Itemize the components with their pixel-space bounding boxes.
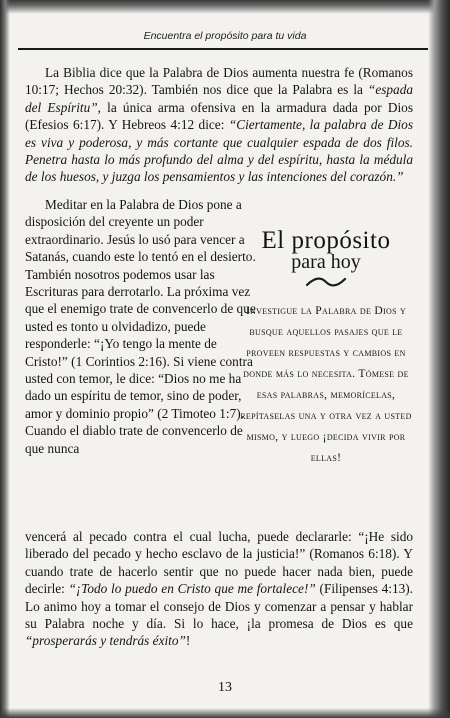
sidebar-title: El propósito (261, 227, 391, 254)
paragraph-1-quote-espada: “espada del Espíritu” (25, 82, 413, 115)
paragraph-1 (25, 64, 413, 186)
paragraph-1-text-a: La Biblia dice que la Palabra de Dios aumenta nuestra fe (Romanos 10:17; Hechos 20:32). También nos dice que la Palabra es la (25, 65, 413, 98)
paragraph-3-quote-promise: “prosperarás y tendrás éxito” (25, 633, 186, 649)
swash-ornament-icon (305, 276, 347, 288)
paragraph-3-quote-filipenses: “¡Todo lo puedo en Cristo que me fortalece!” (68, 581, 316, 597)
paragraph-3-text-end: (Filipenses 4:13). Lo animo hoy a tomar el consejo de Dios y comenzar a pensar y hablar su Palabra noche y día. Si lo hace, ¡la promesa de Dios es que (25, 581, 413, 632)
sidebar-subtitle: para hoy (291, 251, 361, 273)
scan-edge-right (428, 0, 450, 718)
scan-edge-top (0, 0, 450, 14)
paragraph-2: Meditar en la Palabra de Dios pone a disposición del creyente un poder extraordinario. Jesús lo usó para vencer a Satanás, cuando este lo tentó en el desierto. También nosotros podemos usar las Escrituras para derrotarlo. La próxima vez que el enemigo trate de convencerlo de que usted es tonto u olvidadizo, puede responderle: “¡Yo tengo la mente de Cristo!” (1 Corintios 2:16). Si viene contra usted con temor, le dice: “Dios no me ha dado un espíritu de temor, sino de poder, amor y dominio propio” (2 Timoteo 1:7). Cuando el diablo trate de convencerlo de que nunca (25, 197, 256, 456)
purpose-sidebar (232, 228, 420, 468)
header-rule (18, 48, 428, 50)
scan-edge-bottom (0, 708, 450, 718)
paragraph-1-quote-hebreos: “Ciertamente, la palabra de Dios es viva y poderosa, y más cortante que cualquier espada de dos filos. Penetra hasta lo más profundo del alma y del espíritu, hasta la médula de los huesos, y juzga los pensamientos y las intenciones del corazón.” (25, 117, 414, 185)
paragraph-3-close: ! (185, 633, 191, 649)
paragraph-3-text: vencerá al pecado contra el cual lucha, puede declararle: “¡He sido liberado del pecado y hecho esclavo de la justicia!” (Romanos 6:18). Y cuando trate de hacerlo sentir que no puede hacer nada bien, puede decirle: (25, 529, 413, 597)
sidebar-text: Investigue la Palabra de Dios y busque aquellos pasajes que le proveen respuestas y cambios en donde más lo necesita. Tómese de esas palabras, memorícelas, repítaselas una y otra vez a usted mismo, y luego ¡decida vivir por ellas! (240, 304, 412, 464)
paragraph-3 (25, 528, 413, 650)
scan-edge-left (0, 0, 10, 718)
running-head: Encuentra el propósito para tu vida (143, 30, 307, 42)
page-number: 13 (218, 680, 232, 695)
paragraph-1-text-c: , la única arma ofensiva en la armadura dada por Dios (Efesios 6:17). Y Hebreos 4:12 dice: (25, 99, 413, 133)
